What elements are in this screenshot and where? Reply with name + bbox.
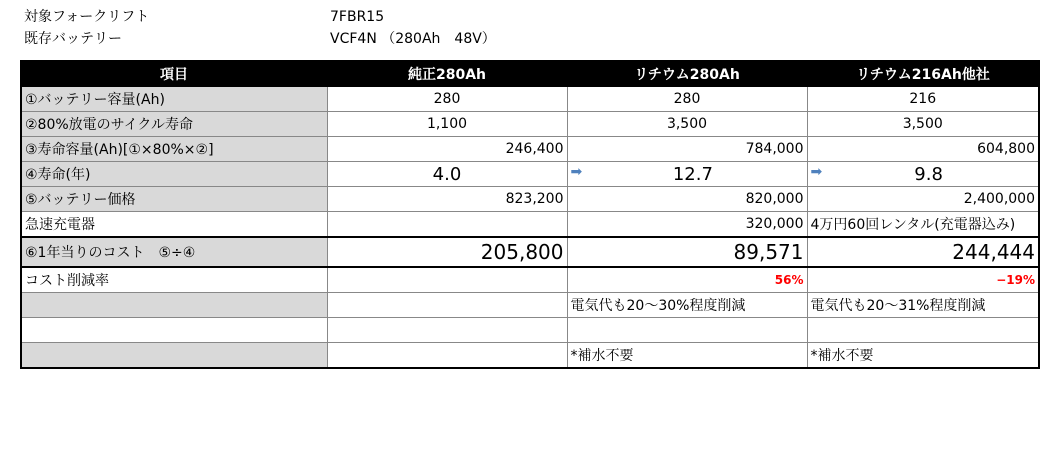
table-cell: 205,800 bbox=[327, 237, 567, 267]
row-label: コスト削減率 bbox=[21, 267, 327, 293]
table-row bbox=[21, 162, 1039, 187]
table-cell: 2,400,000 bbox=[807, 187, 1039, 212]
column-header-lithium-216: リチウム216Ah他社 bbox=[807, 61, 1039, 86]
row-label: 急速充電器 bbox=[21, 212, 327, 238]
table-row bbox=[21, 267, 1039, 293]
table-cell-value: 9.8 bbox=[914, 163, 943, 185]
table-cell bbox=[327, 267, 567, 293]
table-cell: 1,100 bbox=[327, 112, 567, 137]
table-cell: −19% bbox=[807, 267, 1039, 293]
table-cell: 4万円60回レンタル(充電器込み) bbox=[807, 212, 1039, 238]
row-label: ⑥1年当りのコスト ⑤÷④ bbox=[21, 237, 327, 267]
table-cell: 604,800 bbox=[807, 137, 1039, 162]
existing-battery-value: VCF4N （280Ah 48V） bbox=[330, 31, 496, 47]
table-cell: 3,500 bbox=[807, 112, 1039, 137]
table-cell: 電気代も20～30%程度削減 bbox=[567, 293, 807, 318]
table-cell: 216 bbox=[807, 86, 1039, 112]
table-cell: 4.0 bbox=[327, 162, 567, 187]
table-cell: *補水不要 bbox=[807, 343, 1039, 369]
existing-battery-label: 既存バッテリー bbox=[24, 31, 122, 47]
row-label bbox=[21, 343, 327, 369]
table-cell: 3,500 bbox=[567, 112, 807, 137]
comparison-table bbox=[20, 60, 1040, 369]
table-row bbox=[21, 137, 1039, 162]
table-row bbox=[21, 293, 1039, 318]
table-cell: 280 bbox=[327, 86, 567, 112]
table-row bbox=[21, 212, 1039, 238]
row-label: ②80%放電のサイクル寿命 bbox=[21, 112, 327, 137]
table-cell: 820,000 bbox=[567, 187, 807, 212]
row-label: ④寿命(年) bbox=[21, 162, 327, 187]
table-row-annual-cost bbox=[21, 237, 1039, 267]
table-cell-with-arrow bbox=[807, 162, 1039, 187]
table-cell bbox=[327, 212, 567, 238]
table-cell bbox=[327, 318, 567, 343]
table-header-row bbox=[21, 61, 1039, 86]
table-cell: *補水不要 bbox=[567, 343, 807, 369]
table-cell: 244,444 bbox=[807, 237, 1039, 267]
row-label: ①バッテリー容量(Ah) bbox=[21, 86, 327, 112]
table-cell: 280 bbox=[567, 86, 807, 112]
table-cell bbox=[327, 293, 567, 318]
row-label bbox=[21, 293, 327, 318]
column-header-item: 項目 bbox=[21, 61, 327, 86]
column-header-lithium-280: リチウム280Ah bbox=[567, 61, 807, 86]
table-cell: 784,000 bbox=[567, 137, 807, 162]
table-cell: 246,400 bbox=[327, 137, 567, 162]
table-row bbox=[21, 112, 1039, 137]
table-cell bbox=[327, 343, 567, 369]
column-header-genuine: 純正280Ah bbox=[327, 61, 567, 86]
table-cell bbox=[807, 318, 1039, 343]
table-row bbox=[21, 86, 1039, 112]
table-cell-value: 12.7 bbox=[672, 163, 713, 185]
table-cell: 56% bbox=[567, 267, 807, 293]
table-cell: 823,200 bbox=[327, 187, 567, 212]
right-arrow-icon: ➡ bbox=[810, 163, 823, 180]
table-cell bbox=[567, 318, 807, 343]
target-forklift-value: 7FBR15 bbox=[330, 9, 385, 25]
table-row bbox=[21, 343, 1039, 369]
row-label bbox=[21, 318, 327, 343]
target-forklift-label: 対象フォークリフト bbox=[24, 9, 150, 25]
table-cell: 電気代も20～31%程度削減 bbox=[807, 293, 1039, 318]
table-row bbox=[21, 187, 1039, 212]
table-cell: 320,000 bbox=[567, 212, 807, 238]
row-label: ③寿命容量(Ah)[①×80%×②] bbox=[21, 137, 327, 162]
table-row bbox=[21, 318, 1039, 343]
table-cell: 89,571 bbox=[567, 237, 807, 267]
row-label: ⑤バッテリー価格 bbox=[21, 187, 327, 212]
table-cell-with-arrow bbox=[567, 162, 807, 187]
right-arrow-icon: ➡ bbox=[570, 163, 583, 180]
